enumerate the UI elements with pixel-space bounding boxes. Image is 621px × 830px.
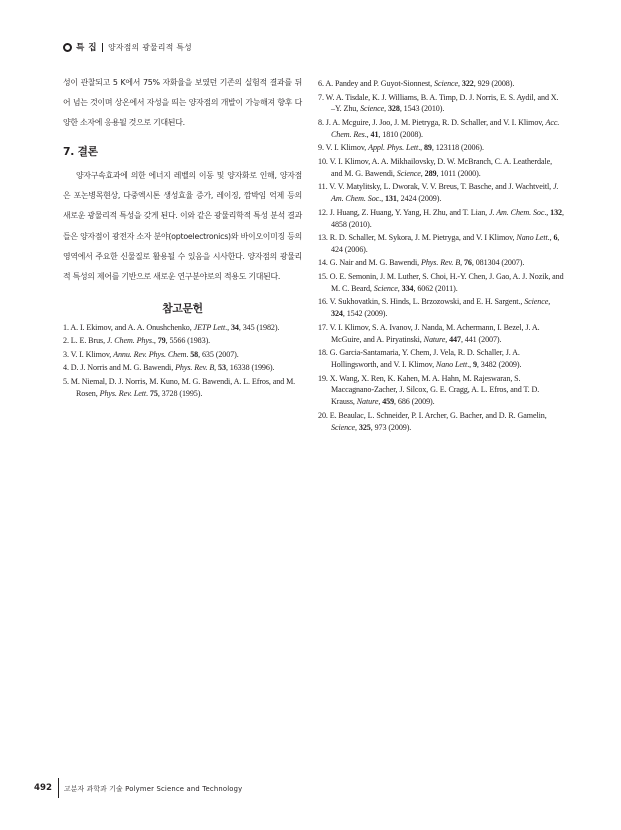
page-number: 492 bbox=[34, 783, 52, 793]
reference-journal: Science bbox=[434, 79, 459, 88]
reference-text: 8. J. A. Mcguire, J. Joo, J. M. Pietryga, R. D. Schaller, and V. I. Klimov, bbox=[318, 117, 546, 127]
page-header bbox=[63, 41, 192, 53]
page-footer bbox=[34, 778, 242, 798]
reference-text: , 345 (1982). bbox=[238, 322, 280, 332]
reference-text: , 635 (2007). bbox=[198, 349, 239, 359]
reference-list-left bbox=[63, 322, 302, 400]
reference-text: , 16338 (1996). bbox=[225, 363, 275, 373]
reference-volume: 9 bbox=[472, 360, 477, 370]
reference-text: 19. X. Wang, X. Ren, K. Kahen, M. A. Hahn, M. Rajeswaran, S. Maccagnano-Zacher, J. Silcox, G. E. Cragg, A. L. Efros, and T. D. Krauss, bbox=[318, 373, 540, 407]
reference-text: , bbox=[214, 363, 219, 373]
reference-text: ., bbox=[547, 233, 554, 243]
reference-text: , 3482 (2009). bbox=[476, 360, 522, 370]
reference-text: , 5566 (1983). bbox=[165, 336, 211, 346]
reference-journal: Science bbox=[360, 104, 385, 114]
reference-text: ., bbox=[379, 194, 385, 204]
reference-text: 3. V. I. Klimov, bbox=[63, 349, 114, 359]
reference-volume: 41 bbox=[370, 129, 379, 139]
reference-text: 12. J. Huang, Z. Huang, Y. Yang, H. Zhu, and T. Lian, bbox=[318, 207, 490, 217]
reference-item bbox=[318, 117, 564, 141]
reference-text: 11. V. V. Matylitsky, L. Dworak, V. V. Breus, T. Basche, and J. Wachtveitl, bbox=[318, 182, 554, 192]
header-divider bbox=[102, 43, 103, 52]
reference-text: 10. V. I. Klimov, A. A. Mikhailovsky, D. W. McBranch, C. A. Leatherdale, and M. G. Bawendi, bbox=[318, 156, 553, 178]
reference-text: 16. V. Sukhovatkin, S. Hinds, L. Brzozowski, and E. H. Sargent., bbox=[318, 297, 525, 307]
reference-text: 13. R. D. Schaller, M. Sykora, J. M. Pietryga, and V. I Klimov, bbox=[318, 233, 517, 243]
reference-text: , 6062 (2011). bbox=[413, 283, 458, 293]
reference-text: , 424 (2006). bbox=[331, 233, 560, 254]
reference-item bbox=[318, 92, 564, 116]
reference-text: , bbox=[548, 297, 551, 307]
reference-volume: 289 bbox=[424, 168, 437, 178]
reference-text: . bbox=[186, 349, 191, 359]
reference-text: ., bbox=[544, 207, 551, 217]
reference-volume: 459 bbox=[382, 397, 395, 407]
reference-text: 1. A. I. Ekimov, and A. A. Onushchenko, bbox=[63, 322, 194, 332]
reference-text: , 686 (2009). bbox=[394, 397, 435, 407]
reference-journal: Phys. Rev. B bbox=[175, 363, 215, 373]
right-column bbox=[318, 78, 564, 435]
reference-item bbox=[63, 349, 302, 361]
reference-item bbox=[63, 362, 302, 374]
reference-journal: Nature bbox=[423, 334, 446, 344]
reference-item bbox=[63, 335, 302, 347]
reference-text: ., bbox=[364, 129, 371, 139]
reference-journal: Phys. Rev. B bbox=[421, 258, 461, 268]
journal-title: 고분자 과학과 기술 Polymer Science and Technology bbox=[63, 785, 243, 793]
reference-text: 18. G. Garcia-Santamaria, Y. Chem, J. Vela, R. D. Schaller, J. A. Hollingsworth, and V. I. Klimov, bbox=[318, 348, 520, 370]
reference-text: 20. E. Beaulac, L. Schneider, P. I. Archer, G. Bacher, and D. R. Gamelin, bbox=[318, 410, 547, 420]
reference-item bbox=[318, 142, 564, 154]
reference-item bbox=[63, 322, 302, 334]
reference-text: 4. D. J. Norris and M. G. Bawendi, bbox=[63, 363, 176, 373]
reference-volume: 322 bbox=[461, 79, 474, 88]
footer-divider bbox=[58, 778, 59, 798]
reference-text: , bbox=[460, 258, 464, 268]
reference-text: 17. V. I. Klimov, S. A. Ivanov, J. Nanda, M. Achermann, I. Bezel, J. A. McGuire, and A. Piryatinski, bbox=[318, 322, 540, 344]
reference-text: , 2424 (2009). bbox=[396, 194, 442, 204]
reference-text: , 4858 (2010). bbox=[331, 207, 564, 229]
reference-item bbox=[318, 347, 564, 371]
reference-journal: J. Am. Chem. Soc bbox=[489, 207, 545, 217]
reference-volume: 324 bbox=[331, 309, 343, 319]
reference-volume: 89 bbox=[423, 143, 432, 153]
reference-item bbox=[318, 322, 564, 346]
reference-volume: 132 bbox=[550, 207, 562, 217]
reference-text: ., bbox=[225, 322, 231, 332]
reference-journal: Nano Lett bbox=[435, 360, 468, 370]
references-heading: 참고문헌 bbox=[162, 301, 203, 315]
section-label: 특 집 bbox=[76, 43, 98, 53]
reference-journal: Science bbox=[524, 297, 549, 307]
reference-item bbox=[318, 257, 564, 269]
reference-item bbox=[318, 78, 564, 90]
reference-text: , bbox=[458, 79, 462, 88]
reference-item bbox=[318, 373, 564, 409]
reference-text: , 081304 (2007). bbox=[471, 258, 525, 268]
reference-text: , bbox=[378, 397, 383, 407]
reference-volume: 447 bbox=[449, 334, 461, 344]
reference-text: , bbox=[420, 168, 425, 178]
reference-journal: Phys. Rev. Lett bbox=[99, 388, 147, 398]
reference-journal: Science bbox=[396, 168, 421, 178]
article-subtitle: 양자점의 광물리적 특성 bbox=[108, 42, 192, 52]
reference-text: , 1542 (2009). bbox=[342, 309, 388, 319]
reference-journal: Science bbox=[373, 283, 398, 293]
section-bullet-icon bbox=[63, 43, 72, 52]
reference-text: , 973 (2009). bbox=[370, 422, 412, 432]
reference-text: , bbox=[355, 422, 359, 432]
reference-text: , 1011 (2000). bbox=[436, 168, 481, 178]
reference-volume: 53 bbox=[218, 363, 226, 373]
reference-text: 5. M. Niemal, D. J. Norris, M. Kuno, M. G. Bawendi, A. L. Efros, and M. Rosen, bbox=[63, 376, 296, 398]
reference-item bbox=[318, 271, 564, 295]
reference-text: , bbox=[397, 283, 402, 293]
left-column bbox=[63, 73, 302, 401]
reference-item bbox=[318, 410, 564, 434]
reference-journal: Nano Lett bbox=[516, 233, 548, 243]
reference-journal: Acc. Chem. Res bbox=[331, 117, 560, 139]
reference-text: , bbox=[384, 104, 388, 114]
reference-item bbox=[318, 232, 564, 256]
reference-item bbox=[318, 207, 564, 231]
reference-text: , 1543 (2010). bbox=[399, 104, 445, 114]
conclusion-heading: 7. 결론 bbox=[63, 145, 98, 159]
reference-volume: 334 bbox=[401, 283, 414, 293]
reference-text: ., bbox=[418, 143, 424, 153]
reference-journal: J. Am. Chem. Soc bbox=[331, 182, 559, 204]
reference-volume: 34 bbox=[230, 322, 239, 332]
reference-text: , 1810 (2008). bbox=[378, 129, 423, 139]
reference-text: 9. V. I. Klimov, bbox=[318, 143, 369, 153]
reference-volume: 75 bbox=[149, 388, 158, 398]
reference-text: ., bbox=[151, 336, 158, 346]
reference-item bbox=[318, 181, 564, 205]
reference-journal: J. Chem. Phys bbox=[106, 336, 152, 346]
reference-volume: 325 bbox=[358, 422, 371, 432]
reference-text: 15. O. E. Semonin, J. M. Luther, S. Choi, H.-Y. Chen, J. Gao, A. J. Nozik, and M. C. Beard, bbox=[318, 271, 564, 293]
reference-volume: 79 bbox=[157, 336, 166, 346]
reference-text: , 3728 (1995). bbox=[157, 388, 203, 398]
reference-text: ., bbox=[467, 360, 473, 370]
reference-text: , 123118 (2006). bbox=[431, 143, 484, 153]
reference-journal: JETP Lett bbox=[193, 322, 226, 332]
reference-text: . bbox=[146, 388, 150, 398]
reference-volume: 6 bbox=[553, 233, 558, 243]
reference-item bbox=[318, 156, 564, 180]
reference-text: , 441 (2007). bbox=[460, 334, 502, 344]
reference-journal: Science bbox=[331, 422, 356, 432]
reference-item bbox=[63, 376, 302, 400]
reference-text: 14. G. Nair and M. G. Bawendi, bbox=[318, 258, 422, 268]
reference-journal: Annu. Rev. Phys. Chem bbox=[113, 349, 187, 359]
reference-list-right bbox=[318, 78, 564, 434]
conclusion-paragraph: 양자구속효과에 의한 에너지 레벨의 이동 및 양자화로 인해, 양자점은 포논병목현상, 다중엑시톤 생성효율 증가, 레이징, 깜박임 억제 등의 새로운 광물리적 특성을 갖게 된다. 이와 같은 광물리학적 특성 분석 결과들은 양자점이 광전자 소자 분야(optoelectronics)와 바이오이미징 등의 영역에서 주요한 신물질로 활용될 수 있음을 시사한다. 양자점의 광물리적 특성의 제어를 기반으로 새로운 연구분야로의 적용도 기대된다. bbox=[63, 171, 302, 281]
reference-text: 7. W. A. Tisdale, K. J. Williams, B. A. Timp, D. J. Norris, E. S. Aydil, and X. –Y. Zhu, bbox=[318, 92, 559, 114]
reference-item bbox=[318, 296, 564, 320]
reference-volume: 58 bbox=[190, 349, 199, 359]
reference-volume: 328 bbox=[387, 104, 400, 114]
reference-text: 6. A. Pandey and P. Guyot-Sionnest, bbox=[318, 79, 435, 88]
reference-volume: 76 bbox=[463, 258, 472, 268]
reference-volume: 131 bbox=[384, 194, 397, 204]
reference-text: 2. L. E. Brus, bbox=[63, 336, 107, 346]
reference-text: , bbox=[445, 334, 450, 344]
intro-paragraph: 성이 관찰되고 5 K에서 75% 자화율을 보였던 기존의 실험적 결과를 뒤어 넘는 것이며 상온에서 자성을 띄는 양자점의 개발이 가능해져 향후 다양한 소자에 응용될 것으로 기대된다. bbox=[63, 78, 302, 128]
reference-text: , 929 (2008). bbox=[473, 79, 515, 88]
reference-journal: Appl. Phys. Lett bbox=[368, 143, 419, 153]
reference-journal: Nature bbox=[356, 397, 379, 407]
